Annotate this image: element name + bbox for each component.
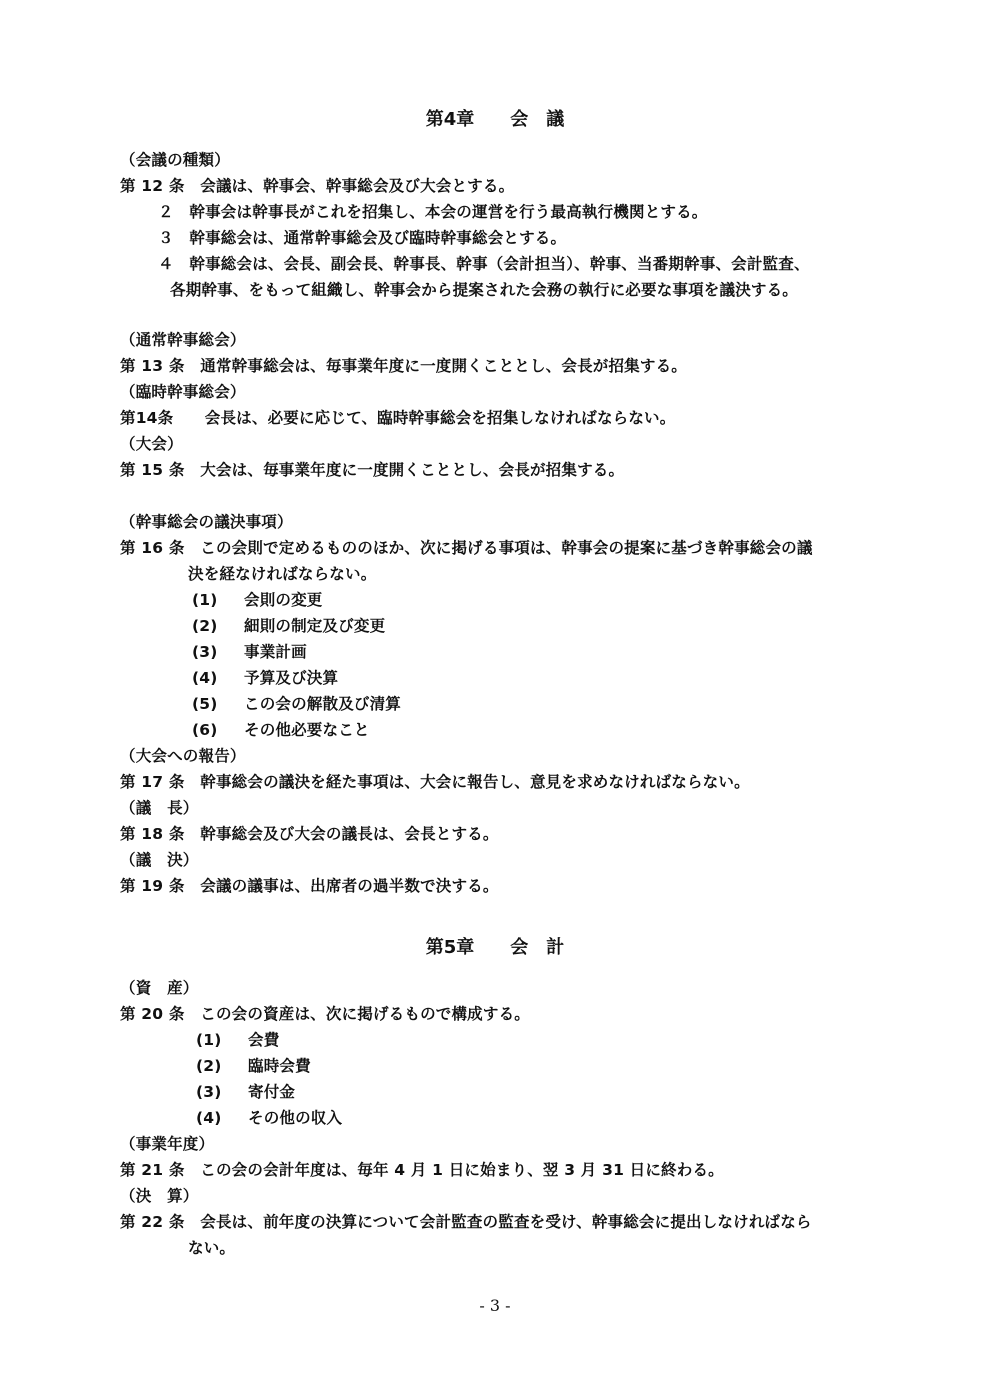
- article-15: 第 15 条 大会は、毎事業年度に一度開くこととし、会長が招集する。: [120, 461, 625, 479]
- article-20: 第 20 条 この会の資産は、次に掲げるもので構成する。: [120, 1005, 530, 1023]
- article-18: 第 18 条 幹事総会及び大会の議長は、会長とする。: [120, 825, 499, 843]
- article-12-para-4-cont: 各期幹事、をもって組織し、幹事会から提案された会務の執行に必要な事項を議決する。: [170, 281, 799, 299]
- list-item: [192, 668, 338, 688]
- list-item: [192, 616, 385, 636]
- list-item-number: (2): [196, 1057, 222, 1075]
- list-item-number: (3): [196, 1083, 222, 1101]
- article-17: 第 17 条 幹事総会の議決を経た事項は、大会に報告し、意見を求めなければならない。: [120, 773, 750, 791]
- article-14: 第14条 会長は、必要に応じて、臨時幹事総会を招集しなければならない。: [120, 409, 676, 427]
- article-22: 第 22 条 会長は、前年度の決算について会計監査の監査を受け、幹事総会に提出しなければなら: [120, 1213, 812, 1231]
- section-heading: （議 決）: [120, 851, 199, 869]
- list-item-number: (6): [192, 721, 218, 739]
- list-item-number: (1): [196, 1031, 222, 1049]
- page-number: - 3 -: [479, 1296, 511, 1315]
- list-item-text: その他必要なこと: [244, 721, 370, 739]
- section-heading: （会議の種類）: [120, 151, 230, 169]
- list-item-text: 予算及び決算: [244, 669, 339, 687]
- list-item-number: (1): [192, 591, 218, 609]
- list-item-number: (2): [192, 617, 218, 635]
- article-12-para-2: ２ 幹事会は幹事長がこれを招集し、本会の運営を行う最高執行機関とする。: [158, 203, 708, 221]
- list-item-number: (5): [192, 695, 218, 713]
- section-heading: （大会）: [120, 435, 183, 453]
- section-heading: （臨時幹事総会）: [120, 383, 246, 401]
- section-heading: （事業年度）: [120, 1135, 215, 1153]
- section-heading: （大会への報告）: [120, 747, 246, 765]
- list-item-text: 細則の制定及び変更: [244, 617, 386, 635]
- article-13: 第 13 条 通常幹事総会は、毎事業年度に一度開くこととし、会長が招集する。: [120, 357, 687, 375]
- article-16-cont: 決を経なければならない。: [188, 565, 377, 583]
- chapter-4-title: 第4章 会 議: [425, 109, 565, 130]
- list-item-text: この会の解散及び清算: [244, 695, 402, 713]
- list-item-number: (3): [192, 643, 218, 661]
- chapter-5-title: 第5章 会 計: [425, 937, 565, 958]
- list-item: [196, 1030, 279, 1050]
- section-heading: （幹事総会の議決事項）: [120, 513, 293, 531]
- list-item: [196, 1056, 311, 1076]
- article-12-para-4: ４ 幹事総会は、会長、副会長、幹事長、幹事（会計担当）、幹事、当番期幹事、会計監査、: [158, 255, 810, 273]
- list-item: [192, 694, 401, 714]
- article-16: 第 16 条 この会則で定めるもののほか、次に掲げる事項は、幹事会の提案に基づき幹事総会の議: [120, 539, 813, 557]
- section-heading: （通常幹事総会）: [120, 331, 246, 349]
- list-item-number: (4): [196, 1109, 222, 1127]
- article-12: 第 12 条 会議は、幹事会、幹事総会及び大会とする。: [120, 177, 515, 195]
- section-heading: （決 算）: [120, 1187, 199, 1205]
- list-item-text: 事業計画: [244, 643, 307, 661]
- list-item-text: 臨時会費: [248, 1057, 311, 1075]
- list-item: [192, 720, 370, 740]
- list-item: [192, 642, 307, 662]
- article-19: 第 19 条 会議の議事は、出席者の過半数で決する。: [120, 877, 499, 895]
- list-item: [196, 1082, 295, 1102]
- article-12-para-3: ３ 幹事総会は、通常幹事総会及び臨時幹事総会とする。: [158, 229, 567, 247]
- section-heading: （資 産）: [120, 979, 199, 997]
- list-item: [196, 1108, 342, 1128]
- list-item: [192, 590, 323, 610]
- article-22-cont: ない。: [188, 1239, 236, 1257]
- article-21: 第 21 条 この会の会計年度は、毎年 4 月 1 日に始まり、翌 3 月 31 日に終わる。: [120, 1161, 724, 1179]
- list-item-text: 会費: [248, 1031, 280, 1049]
- list-item-text: その他の収入: [248, 1109, 343, 1127]
- list-item-number: (4): [192, 669, 218, 687]
- section-heading: （議 長）: [120, 799, 199, 817]
- list-item-text: 会則の変更: [244, 591, 323, 609]
- list-item-text: 寄付金: [248, 1083, 296, 1101]
